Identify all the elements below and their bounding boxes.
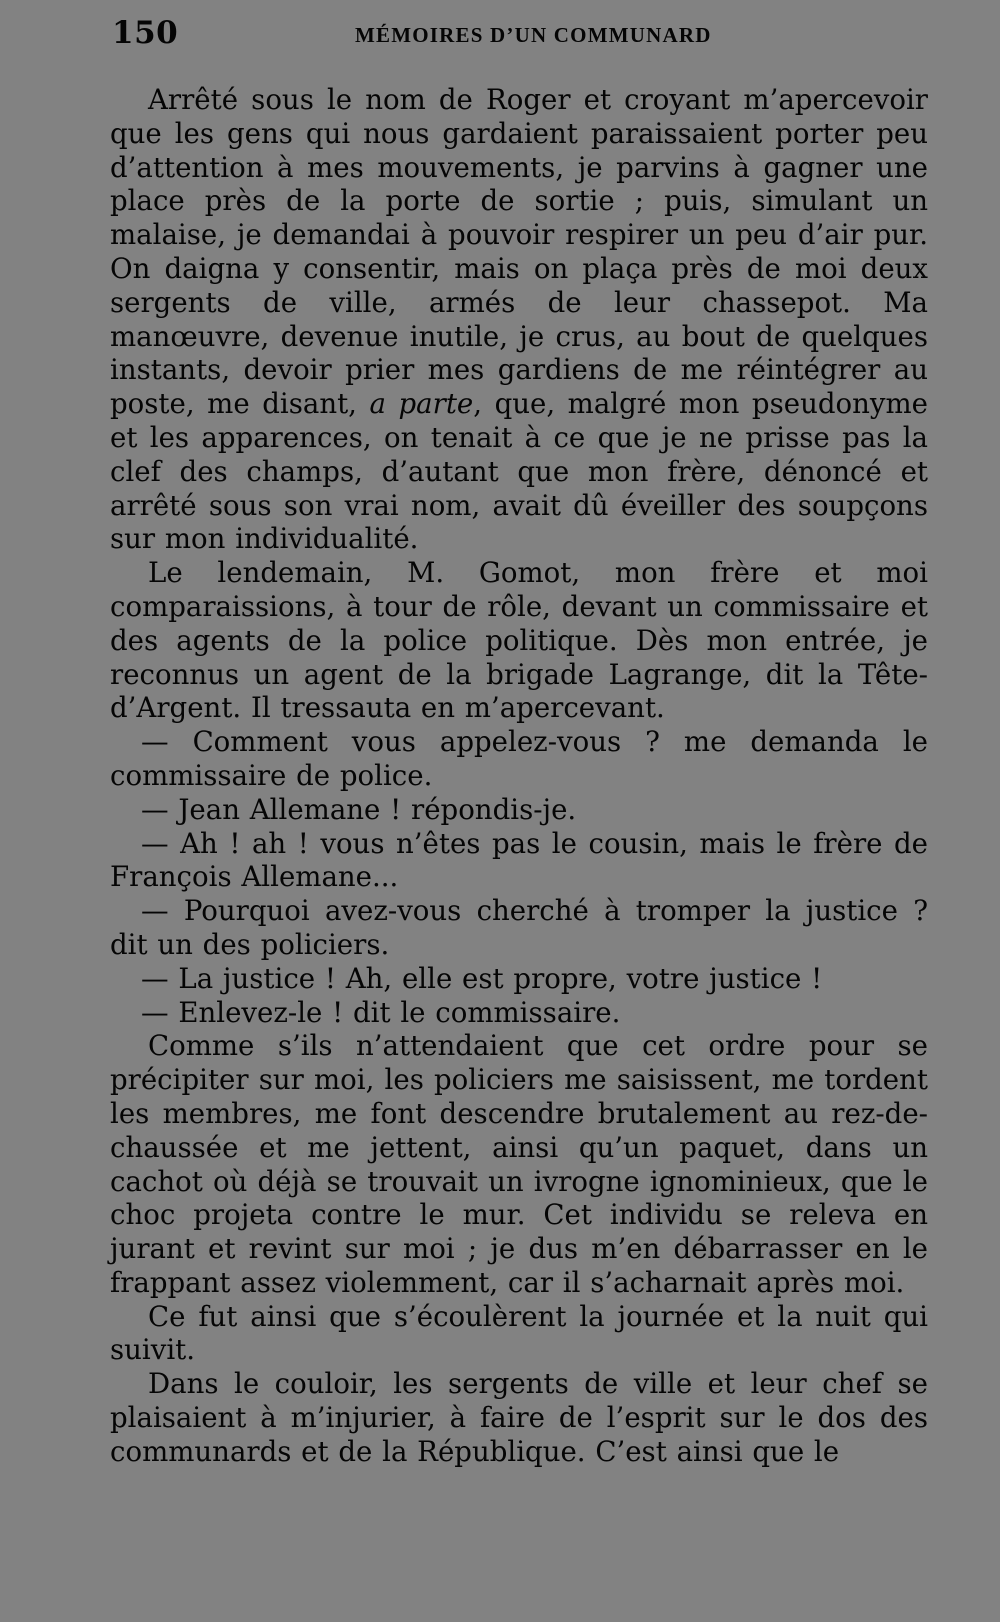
page-header [112, 15, 932, 59]
paragraph-arrest-text-1: Arrêté sous le nom de Roger et croyant m’apercevoir que les gens qui nous gardaient paraissaient porter peu d’attention à mes mouvements, je parvins à gagner une place près de la porte de sortie ; puis, simulant un malaise, je demandai à pouvoir respirer un peu d’air pur. On daigna y consentir, mais on plaça près de moi deux sergents de ville, armés de leur chassepot. Ma manœuvre, devenue inutile, je crus, au bout de quelques instants, devoir prier mes gardiens de me réintégrer au poste, me disant, [110, 83, 928, 421]
italic-phrase: a parte [369, 387, 474, 421]
dialogue-line: — La justice ! Ah, elle est propre, votre justice ! [141, 961, 823, 995]
dialogue-line: — Pourquoi avez-vous cherché à tromper la justice ? dit un des policiers. [110, 894, 928, 961]
dialogue-line: — Ah ! ah ! vous n’êtes pas le cousin, mais le frère de François Allemane... [110, 826, 928, 894]
page-number: 150 [112, 15, 179, 51]
paragraph-day-night: Ce fut ainsi que s’écoulèrent la journée et la nuit qui suivit. [110, 1299, 928, 1367]
running-title: MÉMOIRES D’UN COMMUNARD [355, 23, 712, 47]
body-text [110, 83, 928, 1469]
paragraph-corridor: Dans le couloir, les sergents de ville et leur chef se plaisaient à m’injurier, à faire de l’esprit sur le dos des communards et de la République. C’est ainsi que le [110, 1367, 928, 1468]
dialogue-line: — Comment vous appelez-vous ? me demanda le commissaire de police. [110, 725, 928, 792]
paragraph-cell: Comme s’ils n’attendaient que cet ordre pour se précipiter sur moi, les policiers me saisissent, me tordent les membres, me font descendre brutalement au rez-de-chaussée et me jettent, ainsi qu’un paquet, dans un cachot où déjà se trouvait un ivrogne ignominieux, que le choc projeta contre le mur. Cet individu se releva en jurant et revint sur moi ; je dus m’en débarrasser en le frappant assez violemment, car il s’acharnait après moi. [110, 1029, 928, 1299]
dialogue-line: — Jean Allemane ! répondis-je. [141, 792, 577, 826]
paragraph-arrest [110, 83, 928, 556]
dialogue-line: — Enlevez-le ! dit le commissaire. [141, 995, 621, 1029]
paragraph-next-day: Le lendemain, M. Gomot, mon frère et moi comparaissions, à tour de rôle, devant un commissaire et des agents de la police politique. Dès mon entrée, je reconnus un agent de la brigade Lagrange, dit la Tête-d’Argent. Il tressauta en m’apercevant. [110, 556, 928, 725]
paragraph-arrest-text-2: , que, malgré mon pseudonyme et les apparences, on tenait à ce que je ne prisse pas la clef des champs, d’autant que mon frère, dénoncé et arrêté sous son vrai nom, avait dû éveiller des soupçons sur mon individualité. [110, 387, 928, 556]
